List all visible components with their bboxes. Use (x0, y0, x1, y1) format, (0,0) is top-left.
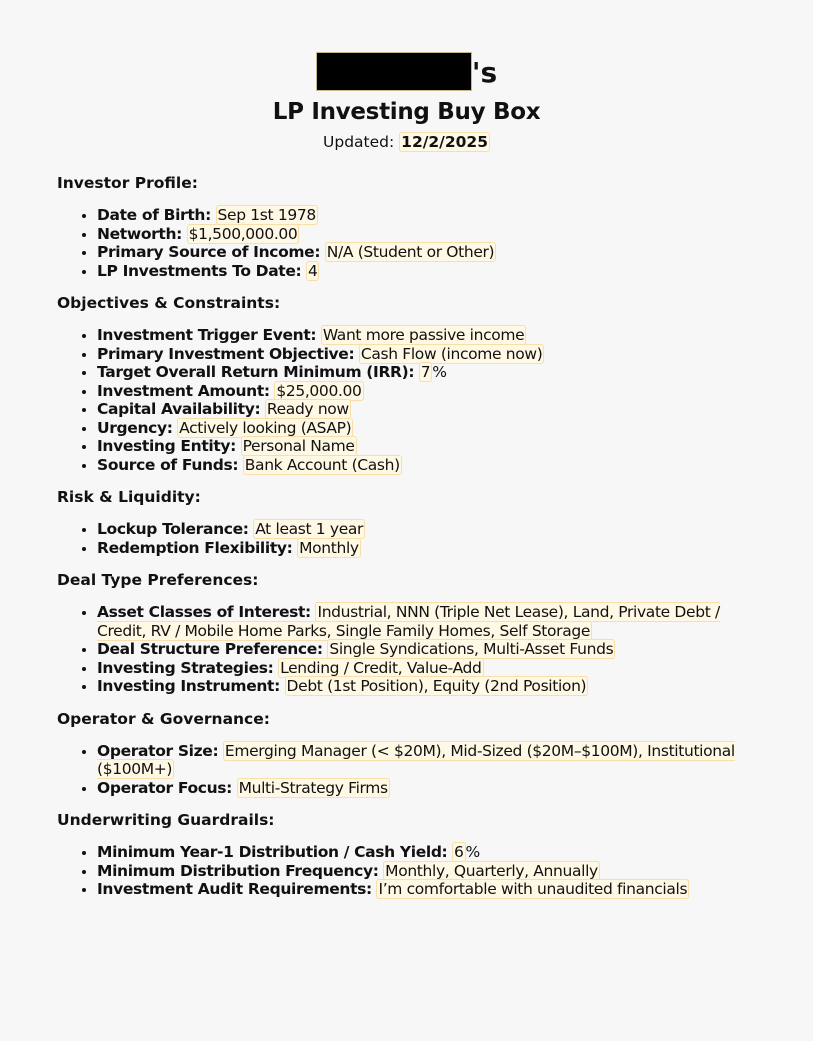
list-item-networth (97, 225, 757, 244)
list-item-lp-investments (97, 262, 757, 281)
field-value[interactable]: Cash Flow (income now) (360, 344, 543, 363)
updated-date: 12/2/2025 (401, 133, 488, 151)
owner-name-line (0, 52, 813, 93)
list-item-audit-requirements (97, 880, 757, 899)
field-label: LP Investments To Date: (97, 261, 302, 280)
list-item-deal-structure (97, 640, 757, 659)
field-label: Primary Source of Income: (97, 243, 321, 261)
field-label: Asset Classes of Interest: (97, 603, 311, 621)
redacted-name (316, 52, 472, 91)
field-label: Investment Trigger Event: (97, 326, 317, 344)
field-value[interactable]: I’m comfortable with unaudited financials (378, 880, 688, 898)
list-item-investment-amount (97, 382, 757, 401)
field-label: Date of Birth: (97, 206, 211, 224)
field-list (57, 843, 757, 899)
field-value[interactable]: Want more passive income (322, 326, 525, 344)
list-item-urgency (97, 419, 757, 438)
field-value[interactable]: Actively looking (ASAP) (179, 418, 352, 437)
field-label: Redemption Flexibility: (97, 538, 293, 557)
section-risk-liquidity (57, 486, 757, 557)
field-value[interactable]: 6 (454, 843, 464, 861)
list-item-redemption-flexibility (97, 539, 757, 558)
buy-box-content (57, 172, 757, 911)
list-item-investing-strategies (97, 659, 757, 678)
field-value[interactable]: Emerging Manager (< $20M), Mid-Sized ($20M–$100M), Institutional ($100M+) (97, 741, 735, 778)
list-item-asset-classes (97, 603, 757, 640)
updated-line (0, 131, 813, 153)
field-label: Target Overall Return Minimum (IRR): (97, 363, 415, 381)
list-item-date-of-birth (97, 206, 757, 225)
field-value[interactable]: Ready now (266, 400, 349, 418)
list-item-min-cash-yield (97, 843, 757, 862)
field-value[interactable]: Monthly, Quarterly, Annually (385, 861, 598, 880)
field-label: Operator Focus: (97, 778, 232, 797)
section-title: Underwriting Guardrails: (57, 811, 275, 829)
list-item-lockup-tolerance (97, 520, 757, 539)
section-title: Objectives & Constraints: (57, 294, 281, 312)
field-list (57, 326, 757, 474)
field-suffix: % (432, 363, 447, 381)
field-label: Lockup Tolerance: (97, 520, 249, 538)
list-item-primary-income (97, 243, 757, 262)
list-item-investing-instrument (97, 677, 757, 696)
page-title: LP Investing Buy Box (272, 99, 541, 125)
field-value[interactable]: Monthly (299, 538, 359, 557)
field-value[interactable]: Industrial, NNN (Triple Net Lease), Land, Private Debt / Credit, RV / Mobile Home Parks, Single Family Homes, Self Storage (97, 603, 720, 640)
field-list (57, 520, 757, 557)
section-operator-governance (57, 708, 757, 798)
list-item-trigger-event (97, 326, 757, 345)
field-label: Minimum Distribution Frequency: (97, 861, 379, 880)
field-value[interactable]: Multi-Strategy Firms (238, 778, 388, 797)
field-value[interactable]: Lending / Credit, Value-Add (280, 658, 482, 677)
field-label: Minimum Year-1 Distribution / Cash Yield: (97, 843, 448, 861)
section-investor-profile (57, 172, 757, 280)
field-label: Investing Entity: (97, 437, 236, 455)
section-title: Investor Profile: (57, 174, 198, 192)
field-label: Capital Availability: (97, 400, 261, 418)
field-value[interactable]: $1,500,000.00 (188, 224, 298, 243)
field-value[interactable]: N/A (Student or Other) (326, 243, 495, 261)
list-item-distribution-frequency (97, 862, 757, 881)
section-deal-type-preferences (57, 569, 757, 696)
list-item-target-irr (97, 363, 757, 382)
field-label: Investing Instrument: (97, 677, 280, 695)
field-value[interactable]: Debt (1st Position), Equity (2nd Position) (286, 677, 587, 695)
field-label: Source of Funds: (97, 455, 239, 474)
list-item-primary-objective (97, 345, 757, 364)
list-item-source-of-funds (97, 456, 757, 475)
field-value[interactable]: Sep 1st 1978 (217, 206, 316, 224)
list-item-investing-entity (97, 437, 757, 456)
list-item-capital-availability (97, 400, 757, 419)
field-label: Operator Size: (97, 741, 219, 760)
field-list (57, 603, 757, 696)
section-title: Deal Type Preferences: (57, 571, 259, 589)
field-value[interactable]: $25,000.00 (276, 381, 362, 400)
section-title: Operator & Governance: (57, 709, 270, 728)
section-objectives-constraints (57, 292, 757, 474)
list-item-operator-size (97, 742, 757, 779)
list-item-operator-focus (97, 779, 757, 798)
field-value[interactable]: 4 (307, 261, 318, 280)
field-label: Investment Amount: (97, 381, 270, 400)
section-underwriting-guardrails (57, 809, 757, 899)
owner-suffix: 's (471, 56, 498, 89)
field-suffix: % (465, 843, 480, 861)
section-title: Risk & Liquidity: (57, 488, 201, 506)
field-list (57, 206, 757, 280)
updated-label: Updated: (323, 133, 395, 151)
field-value[interactable]: Bank Account (Cash) (244, 455, 400, 474)
field-list (57, 742, 757, 798)
field-label: Investment Audit Requirements: (97, 880, 372, 898)
field-value[interactable]: At least 1 year (255, 520, 364, 538)
field-label: Urgency: (97, 418, 173, 437)
field-label: Networth: (97, 224, 182, 243)
field-label: Primary Investment Objective: (97, 344, 355, 363)
field-label: Deal Structure Preference: (97, 640, 323, 658)
field-value[interactable]: Personal Name (242, 437, 355, 455)
field-value[interactable]: 7 (420, 363, 431, 381)
field-label: Investing Strategies: (97, 658, 274, 677)
field-value[interactable]: Single Syndications, Multi-Asset Funds (329, 640, 614, 658)
